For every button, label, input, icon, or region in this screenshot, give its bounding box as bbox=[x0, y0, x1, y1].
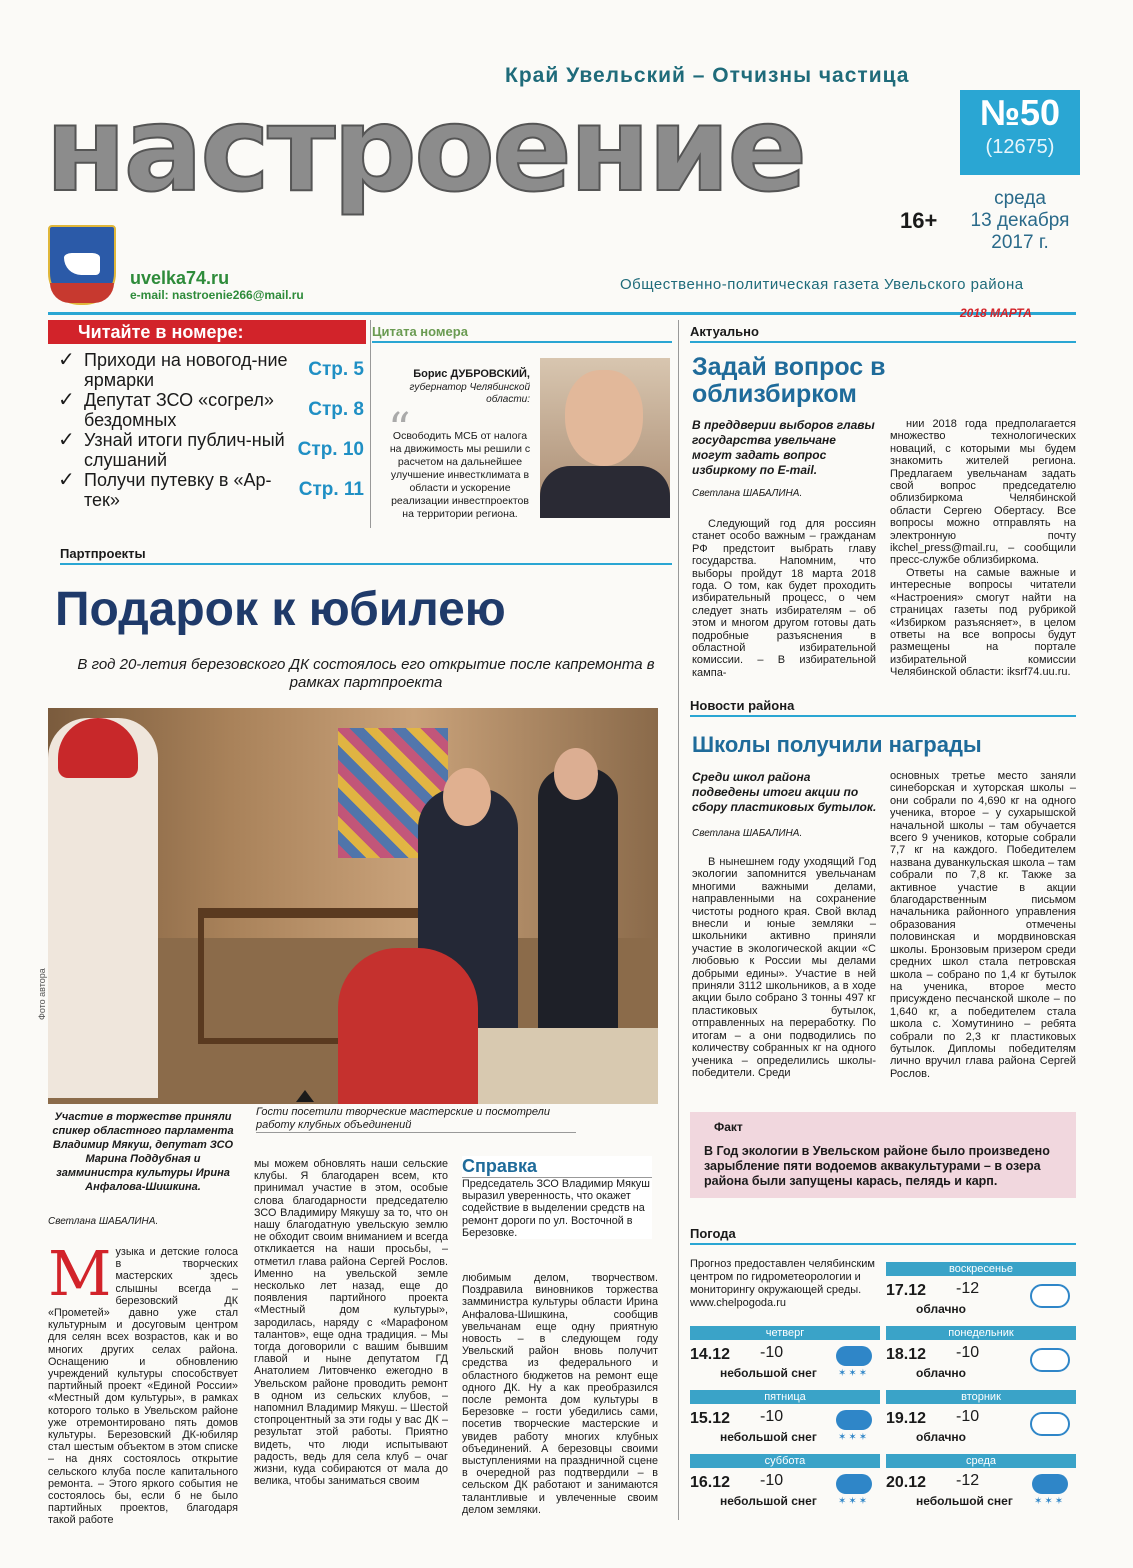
issue-date bbox=[955, 188, 1085, 254]
issue-total: (12675) bbox=[985, 136, 1055, 158]
weather-day bbox=[690, 1390, 880, 1452]
weather-day-temp: -10 bbox=[956, 1344, 980, 1361]
quote-author: Борис ДУБРОВСКИЙ, bbox=[413, 368, 530, 380]
aktualno-col1: Следующий год для россиян станет особо важным – гражданам РФ предстоит выбрать главу государства. Напомним, что выборы пройдут 18 марта 2018 года. О том, как будет проходить избирательный процесс, о чем следует знать избирателям – об этом и многом другом готовы дать подробные разъяснения в областной избирательной комиссии. – В избирательной кампа- bbox=[692, 518, 876, 679]
weather-day bbox=[886, 1262, 1076, 1324]
weather-day-date: 20.12 bbox=[886, 1474, 927, 1491]
column-divider bbox=[370, 320, 371, 528]
weather-section-tag: Погода bbox=[690, 1226, 1076, 1245]
news-section-tag: Новости района bbox=[690, 698, 1076, 717]
quote-author-role: губернатор Челябинской области: bbox=[409, 382, 530, 405]
snow-cloud-icon: ✶✶✶ bbox=[1026, 1474, 1070, 1500]
elections-logo: 2018 МАРТА bbox=[960, 306, 1032, 320]
contents-item-page: Стр. 11 bbox=[298, 479, 364, 500]
column-divider bbox=[678, 320, 679, 1520]
weather-day-desc: облачно bbox=[916, 1430, 966, 1444]
slogan: Край Увельский – Отчизны частица bbox=[505, 64, 910, 87]
main-article-col3: любимым делом, творчеством. Поздравила виновников торжества замминистра культуры области Ирина Анфалова-Шишкина, сообщив увельчанам еще одну приятную новость – в следующем году Увельский район вновь получит средства из федерального и областного бюджетов на ремонт еще одного ДК. Ну а как преобразился после ремонта дом культуры в Березовке – гости убедились сами, посетив творческие мастерские и увидев работу многих клубных объединений. А березовцы своими выступлениями на праздничной сцене в очередной раз подтвердили – в сельском ДК работают и занимаются талантливые и увлеченные своим делом земляки. bbox=[462, 1272, 658, 1516]
news-lead: Среди школ района подведены итоги акции по сбору пластиковых бутылок. bbox=[692, 770, 877, 814]
snow-cloud-icon: ✶✶✶ bbox=[830, 1474, 874, 1500]
quote-mark-icon: “ bbox=[388, 404, 411, 455]
news-col1: В нынешнем году уходящий Год экологии запомнится увельчанам многими важными делами, направленными на сохранение чистоты родного края. Свой вклад внесли и юные земляки – школьники активно приняли участие в экологической акции «С любовью к России мы делами добрыми едины». Участие в ней приняли 3112 школьников, а в ходе акции было собрано 3 тонны 497 кг пластиковых бутылок, отправленных на переработку. По итогам – а они подводились по количеству собранных кг на одного ученика – определились школы-победители. Среди bbox=[692, 856, 876, 1079]
date-year: 2017 г. bbox=[991, 232, 1049, 253]
quote-text: Освободить МСБ от налога на движимость мы решили с расчетом на дальнейшее улучшение инвестклимата в области и ускорение реализации инвестпроектов на территории региона. bbox=[389, 430, 531, 520]
main-article-subtitle: В год 20-летия березовского ДК состоялось его открытие после капремонта в рамках партпроекта bbox=[77, 656, 655, 691]
checkmark-icon: ✓ bbox=[58, 469, 75, 491]
weather-day bbox=[886, 1454, 1076, 1516]
tagline: Общественно-политическая газета Увельского района bbox=[620, 276, 1024, 293]
weather-day-desc: облачно bbox=[916, 1302, 966, 1316]
contents-item-page: Стр. 10 bbox=[297, 439, 364, 460]
contents-item-page: Стр. 8 bbox=[308, 399, 364, 420]
main-article-col1: Музыка и детские голоса в творческих мастерских здесь слышны всегда – березовский ДК «Прометей» давно уже стал культурным и досуговым центром для селян всех возрастов, как и во многих других селах района. Оснащению и обновлению учреждений культуры способствует партийный проект «Единой России» «Местный дом культуры», в рамках которого только в Увельском районе уже отремонтировано пять домов культуры. Березовский ДК-юбиляр стал шестым объектом в этом списке – на днях состоялось открытие сельского клуба после капитального ремонта. – Этого яркого события не состоялось бы, если б не было партийных проектов, благодаря такой работе bbox=[48, 1237, 238, 1527]
weather-day-temp: -12 bbox=[956, 1280, 980, 1297]
date-weekday: среда bbox=[994, 188, 1046, 209]
checkmark-icon: ✓ bbox=[58, 349, 75, 371]
weather-day bbox=[886, 1326, 1076, 1388]
snow-cloud-icon: ✶✶✶ bbox=[830, 1346, 874, 1372]
district-crest-icon bbox=[48, 225, 116, 305]
checkmark-icon: ✓ bbox=[58, 389, 75, 411]
news-col2: основных третье место заняли синеборская и хуторская школы – они собрали по 4,690 кг на одного ученика, второе – у сухарышской начальной школы – там обучается всего 9 учеников, которые собрали 7,7 кг на каждого. Победителем названа дуванкульская школа – там собрали по 7,8 кг. Также за активное участие в акции благодарственным письмом начальника районного управления образования отмечены половинская и мордвиновская школы. Бронзовым призером среди средних школ стала петровская школа – собрано по 1,4 кг бутылок на ученика, второе место присуждено песчанской школе – по 1,640 кг, а победителем стала школа с. Хомутинино – ребята собрали по 2,3 кг пластиковых бутылок. Дипломы победителям лично вручил глава района Сергей Рослов. bbox=[890, 770, 1076, 1080]
weather-day-name: среда bbox=[886, 1454, 1076, 1468]
dropcap: М bbox=[48, 1237, 112, 1310]
weather-day-name: вторник bbox=[886, 1390, 1076, 1404]
weather-day-name: суббота bbox=[690, 1454, 880, 1468]
main-article-title: Подарок к юбилею bbox=[55, 583, 506, 636]
fact-tag: Факт bbox=[714, 1120, 743, 1134]
issue-box bbox=[960, 90, 1080, 175]
weather-day-date: 15.12 bbox=[690, 1410, 731, 1427]
governor-portrait bbox=[540, 358, 670, 518]
weather-day-desc: небольшой снег bbox=[720, 1430, 817, 1444]
weather-day-desc: небольшой снег bbox=[720, 1494, 817, 1508]
weather-day bbox=[886, 1390, 1076, 1452]
weather-day-temp: -10 bbox=[956, 1408, 980, 1425]
website-link[interactable]: uvelka74.ru bbox=[130, 268, 230, 288]
weather-day-desc: небольшой снег bbox=[916, 1494, 1013, 1508]
quote-section-tag: Цитата номера bbox=[372, 324, 672, 343]
weather-day-desc: небольшой снег bbox=[720, 1366, 817, 1380]
weather-intro: Прогноз предоставлен челябинским центром по гидрометеорологии и мониторингу окружающей среды. www.chelpogoda.ru bbox=[690, 1258, 875, 1309]
contents-item-text: Получи путевку в «Ар-тек» bbox=[84, 470, 272, 510]
contents-item[interactable] bbox=[58, 350, 368, 390]
caption-pointer-icon bbox=[296, 1090, 314, 1102]
weather-day-temp: -12 bbox=[956, 1472, 980, 1489]
weather-day bbox=[690, 1454, 880, 1516]
partproekty-section-tag: Партпроекты bbox=[60, 546, 672, 565]
weather-day-date: 19.12 bbox=[886, 1410, 927, 1427]
fact-text: В Год экологии в Увельском районе было произведено зарыбление пяти водоемов аквакультурами – в озера района были запущены карась, пелядь и карп. bbox=[704, 1144, 1050, 1188]
header-divider bbox=[48, 312, 1076, 315]
aktualno-byline: Светлана ШАБАЛИНА. bbox=[692, 488, 803, 499]
weather-day-desc: облачно bbox=[916, 1366, 966, 1380]
news-byline: Светлана ШАБАЛИНА. bbox=[692, 828, 803, 839]
contents-item[interactable] bbox=[58, 430, 368, 470]
weather-day-name: четверг bbox=[690, 1326, 880, 1340]
photo-caption-left: Участие в торжестве приняли спикер областного парламента Владимир Мякуш, депутат ЗСО Марина Поддубная и замминистра культуры Ирина Анфалова-Шишкина. bbox=[52, 1111, 234, 1193]
main-article-col2: мы можем обновлять наши сельские клубы. Я благодарен всем, кто принимал участие в этом, особые слова благодарности председателю ЗСО Владимиру Мякушу за то, что он нашу благодатную увельскую землю не обходит своим вниманием и всегда откликается на наши просьбы, – отметил глава района Сергей Рослов. Именно на увельской земле несколько лет назад, еще до появления партийного проекта «Местный дом культуры», зародилась, наряду с «Марафоном талантов», еще одна традиция. – Мы тогда договорили с вашим бывшим главой и ныне депутатом ГД Анатолием Литовченко ежегодно в Увельском районе проводить ремонт в одном из сельских клубов, – напомнил Владимир Мякуш. – Шестой стопроцентный за эти годы у вас ДК – результат этой работы. Приятно видеть, что люди испытывают радость, ведь для села клуб – очаг жизни, куда собираются от мала до велика, чтобы заниматься своим bbox=[254, 1158, 448, 1488]
weather-day-name: пятница bbox=[690, 1390, 880, 1404]
weather-day-date: 17.12 bbox=[886, 1282, 927, 1299]
contents-title: Читайте в номере: bbox=[48, 320, 366, 344]
cloud-icon bbox=[1026, 1410, 1070, 1436]
reference-box bbox=[462, 1156, 652, 1239]
cloud-icon bbox=[1026, 1282, 1070, 1308]
contents-item-text: Приходи на новогод-ние ярмарки bbox=[84, 350, 288, 390]
contents-item[interactable] bbox=[58, 470, 368, 510]
main-article-photo bbox=[48, 708, 658, 1104]
news-title: Школы получили награды bbox=[692, 732, 982, 757]
cloud-icon bbox=[1026, 1346, 1070, 1372]
contents-list bbox=[58, 350, 368, 510]
reference-text: Председатель ЗСО Владимир Мякуш выразил уверенность, что окажет содействие в выделении средств на ремонт дороги по ул. Восточной в Березовке. bbox=[462, 1178, 650, 1239]
date-day: 13 декабря bbox=[970, 210, 1070, 231]
weather-day-date: 18.12 bbox=[886, 1346, 927, 1363]
photo-credit: Фото автора bbox=[37, 968, 47, 1020]
weather-day-temp: -10 bbox=[760, 1408, 784, 1425]
email-link[interactable]: e-mail: nastroenie266@mail.ru bbox=[130, 288, 304, 302]
aktualno-lead: В преддверии выборов главы государства увельчане могут задать вопрос избиркому по E-mail. bbox=[692, 418, 875, 477]
checkmark-icon: ✓ bbox=[58, 429, 75, 451]
weather-day-temp: -10 bbox=[760, 1472, 784, 1489]
fact-box bbox=[690, 1112, 1076, 1198]
main-article-byline: Светлана ШАБАЛИНА. bbox=[48, 1216, 159, 1227]
contents-item[interactable] bbox=[58, 390, 368, 430]
aktualno-section-tag: Актуально bbox=[690, 324, 1076, 343]
reference-title: Справка bbox=[462, 1156, 652, 1178]
aktualno-col2: нии 2018 года предполагается множество технологических новаций, с которыми мы будем знакомить жителей региона. Предлагаем увельчанам задать свой вопрос председателю облизбиркома Челябинской области Сергею Обертасу. Все вопросы можно отправлять на электронную почту ikchel_press@mail.ru, – сообщили пресс-службе облизбиркома. Ответы на самые важные и интересные вопросы читатели «Настроения» смогут найти на страницах газеты под рубрикой «Избирком разъясняет», в целом ответы на все вопросы будут размещены на портале избирательной комиссии Челябинской области: iksrf74.uu.ru. bbox=[890, 418, 1076, 679]
contents-item-text: Узнай итоги публич-ный слушаний bbox=[84, 430, 285, 470]
snow-cloud-icon: ✶✶✶ bbox=[830, 1410, 874, 1436]
contents-item-page: Стр. 5 bbox=[308, 359, 364, 380]
weather-day-temp: -10 bbox=[760, 1344, 784, 1361]
photo-caption-right: Гости посетили творческие мастерские и посмотрели работу клубных объединений bbox=[256, 1106, 576, 1133]
weather-day-name: понедельник bbox=[886, 1326, 1076, 1340]
weather-day-name: воскресенье bbox=[886, 1262, 1076, 1276]
aktualno-title: Задай вопрос в облизбирком bbox=[692, 353, 886, 408]
contents-item-text: Депутат ЗСО «согрел» бездомных bbox=[84, 390, 274, 430]
weather-day bbox=[690, 1326, 880, 1388]
issue-number: №50 bbox=[979, 92, 1061, 133]
masthead: настроение bbox=[45, 80, 805, 218]
age-rating: 16+ bbox=[900, 208, 938, 233]
weather-day-date: 14.12 bbox=[690, 1346, 731, 1363]
weather-day-date: 16.12 bbox=[690, 1474, 731, 1491]
